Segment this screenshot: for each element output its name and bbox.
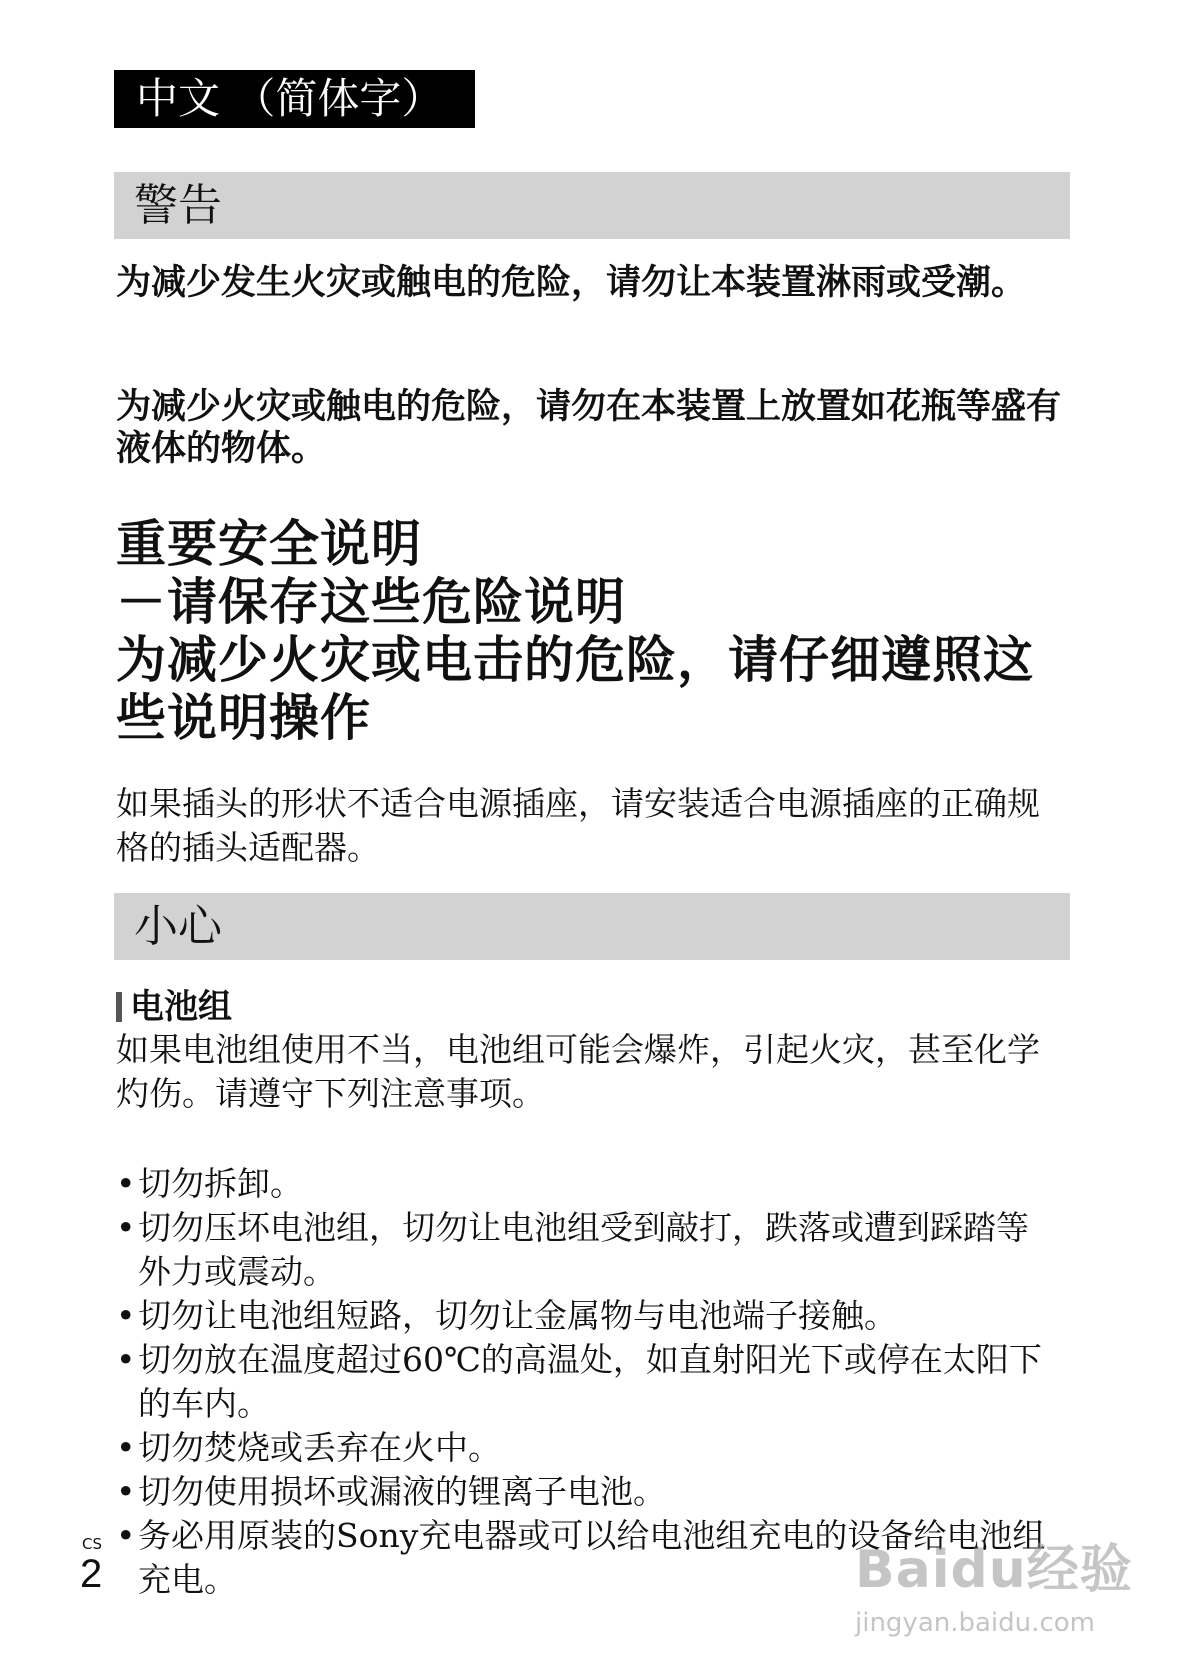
list-item <box>116 1426 1061 1470</box>
bullet-icon: • <box>116 1428 136 1467</box>
bullet-icon: • <box>116 1340 136 1379</box>
bullet-icon: • <box>116 1208 136 1247</box>
language-tab: 中文 （简体字） <box>114 70 475 128</box>
list-item <box>116 1470 1061 1514</box>
bullet-icon: • <box>116 1472 136 1511</box>
list-item-text: 务必用原装的Sony充电器或可以给电池组充电的设备给电池组充电。 <box>138 1516 1046 1599</box>
watermark-brand: Baidu经验 <box>855 1540 1133 1600</box>
safety-heading-line-3: 为减少火灾或电击的危险，请仔细遵照这些说明操作 <box>116 631 1034 747</box>
list-item <box>116 1206 1061 1294</box>
warning-section-title: 警告 <box>114 172 1070 239</box>
list-item <box>116 1338 1061 1426</box>
safety-heading-line-1: 重要安全说明 <box>116 515 422 573</box>
safety-heading <box>116 515 1071 747</box>
list-item-text: 切勿拆卸。 <box>138 1164 303 1203</box>
battery-pack-heading <box>116 985 232 1029</box>
bullet-icon: • <box>116 1296 136 1335</box>
safety-heading-line-2: －请保存这些危险说明 <box>116 573 626 631</box>
warning-paragraph-rain: 为减少发生火灾或触电的危险，请勿让本装置淋雨或受潮。 <box>116 263 1027 303</box>
caution-section-title: 小心 <box>114 893 1070 960</box>
watermark-url: jingyan.baidu.com <box>855 1608 1095 1638</box>
page-language-code: CS <box>82 1535 102 1553</box>
list-item-text: 切勿使用损坏或漏液的锂离子电池。 <box>138 1472 666 1511</box>
list-item-text: 切勿让电池组短路，切勿让金属物与电池端子接触。 <box>138 1296 897 1335</box>
bullet-icon: • <box>116 1516 136 1555</box>
list-item <box>116 1162 1061 1206</box>
list-item-text: 切勿压坏电池组，切勿让电池组受到敲打，跌落或遭到踩踏等外力或震动。 <box>138 1208 1029 1291</box>
list-item <box>116 1294 1061 1338</box>
battery-pack-heading-label: 电池组 <box>130 987 232 1027</box>
battery-intro: 如果电池组使用不当，电池组可能会爆炸，引起火灾，甚至化学灼伤。请遵守下列注意事项。 <box>116 1030 1040 1113</box>
list-item-text: 切勿放在温度超过60℃的高温处，如直射阳光下或停在太阳下的车内。 <box>138 1340 1042 1423</box>
page-number: 2 <box>80 1552 103 1596</box>
bullet-icon: • <box>116 1164 136 1203</box>
plug-adapter-note: 如果插头的形状不适合电源插座，请安装适合电源插座的正确规格的插头适配器。 <box>116 784 1040 867</box>
warning-paragraph-liquid: 为减少火灾或触电的危险，请勿在本装置上放置如花瓶等盛有液体的物体。 <box>116 387 1062 469</box>
baidu-watermark <box>855 1540 1145 1660</box>
list-item-text: 切勿焚烧或丢弃在火中。 <box>138 1428 501 1467</box>
heading-bar-mark <box>116 992 122 1022</box>
battery-precautions-list <box>116 1162 1061 1602</box>
